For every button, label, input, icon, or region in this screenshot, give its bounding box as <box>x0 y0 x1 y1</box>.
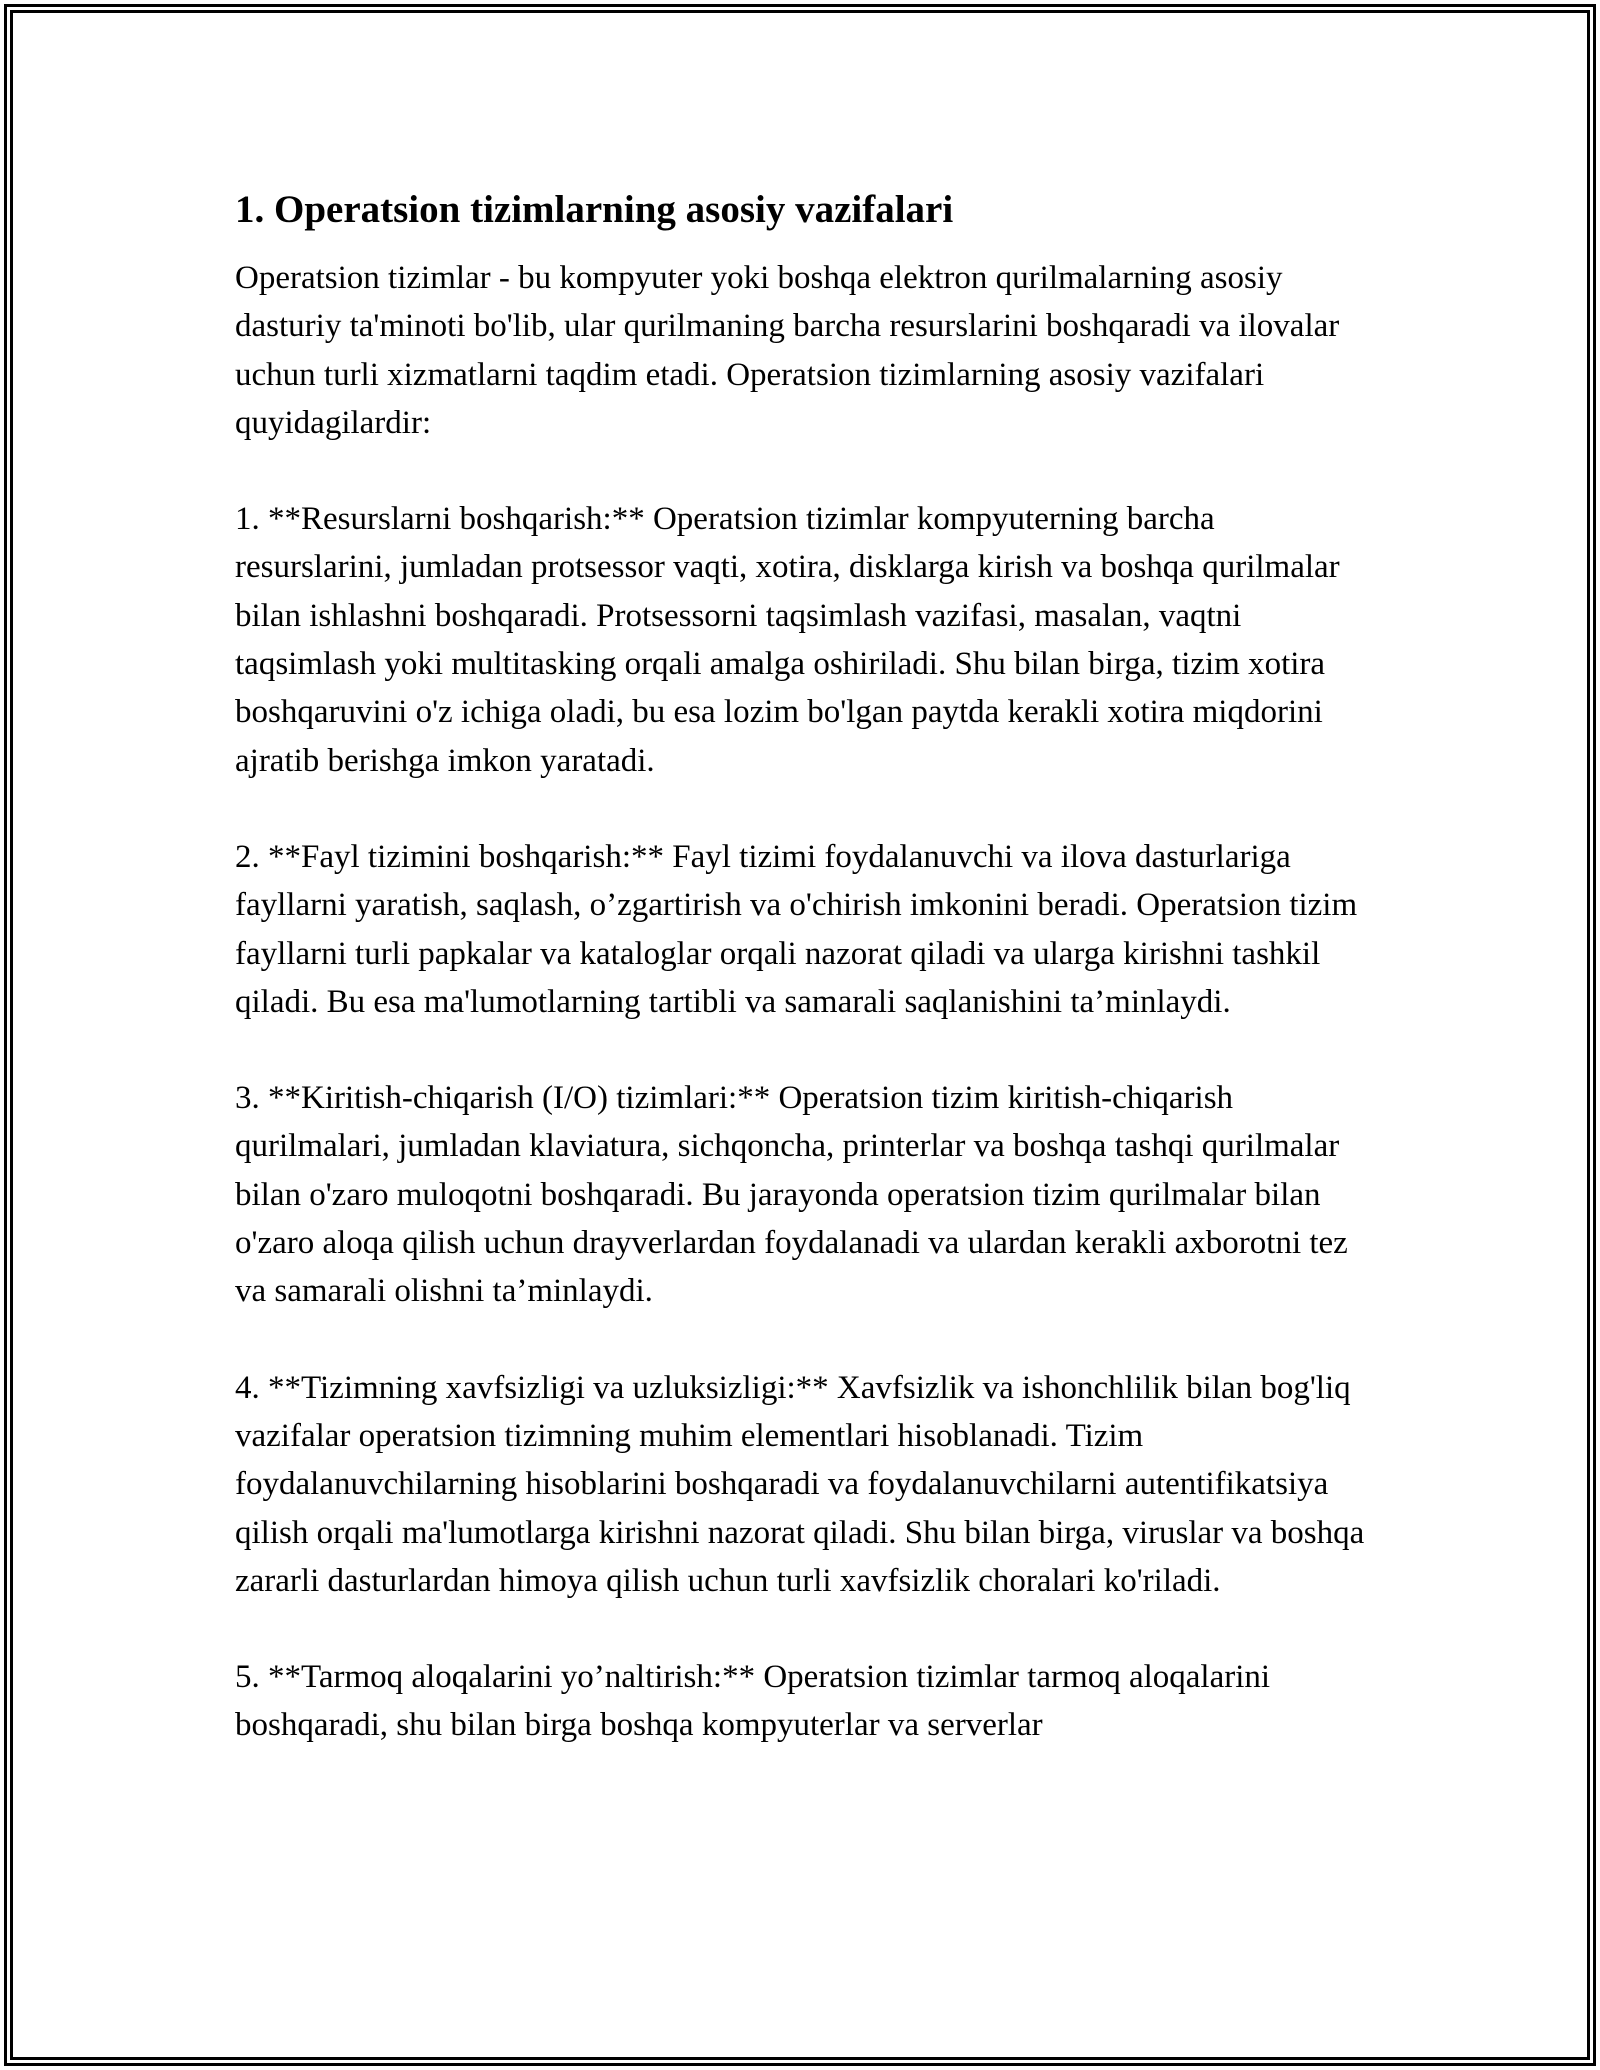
item-security: 4. **Tizimning xavfsizligi va uzluksizligi:** Xavfsizlik va ishonchlilik bilan bog'liq vazifalar operatsion tizimning muhim elementlari hisoblanadi. Tizim foydalanuvchilarning hisoblarini boshqaradi va foydalanuvchilarni autentifikatsiya qilish orqali ma'lumotlarga kirishni nazorat qiladi. Shu bilan birga, viruslar va boshqa zararli dasturlardan himoya qilish uchun turli xavfsizlik choralari ko'riladi. <box>235 1369 1365 1599</box>
item-resource-management: 1. **Resurslarni boshqarish:** Operatsion tizimlar kompyuterning barcha resurslarini, jumladan protsessor vaqti, xotira, disklarga kirish va boshqa qurilmalar bilan ishlashni boshqaradi. Protsessorni taqsimlash vazifasi, masalan, vaqtni taqsimlash yoki multitasking orqali amalga oshiriladi. Shu bilan birga, tizim xotira boshqaruvini o'z ichiga oladi, bu esa lozim bo'lgan paytda kerakli xotira miqdorini ajratib berishga imkon yaratadi. <box>235 501 1340 779</box>
intro-paragraph: Operatsion tizimlar - bu kompyuter yoki boshqa elektron qurilmalarning asosiy dasturiy ta'minoti bo'lib, ular qurilmaning barcha resurslarini boshqaradi va ilovalar uchun turli xizmatlarni taqdim etadi. Operatsion tizimlarning asosiy vazifalari quyidagilardir: <box>235 260 1340 441</box>
document-body <box>235 187 1375 1798</box>
section-heading: 1. Operatsion tizimlarning asosiy vazifalari <box>235 188 954 231</box>
item-io-systems: 3. **Kiritish-chiqarish (I/O) tizimlari:** Operatsion tizim kiritish-chiqarish qurilmalari, jumladan klaviatura, sichqoncha, printerlar va boshqa tashqi qurilmalar bilan o'zaro muloqotni boshqaradi. Bu jarayonda operatsion tizim qurilmalar bilan o'zaro aloqa qilish uchun drayverlardan foydalanadi va ulardan kerakli axborotni tez va samarali olishni ta’minlaydi. <box>235 1080 1348 1310</box>
item-file-system: 2. **Fayl tizimini boshqarish:** Fayl tizimi foydalanuvchi va ilova dasturlariga fayllarni yaratish, saqlash, o’zgartirish va o'chirish imkonini beradi. Operatsion tizim fayllarni turli papkalar va kataloglar orqali nazorat qiladi va ularga kirishni tashkil qiladi. Bu esa ma'lumotlarning tartibli va samarali saqlanishini ta’minlaydi. <box>235 838 1358 1020</box>
item-networking: 5. **Tarmoq aloqalarini yo’naltirish:** Operatsion tizimlar tarmoq aloqalarini boshqaradi, shu bilan birga boshqa kompyuterlar va serverlar <box>235 1659 1271 1744</box>
